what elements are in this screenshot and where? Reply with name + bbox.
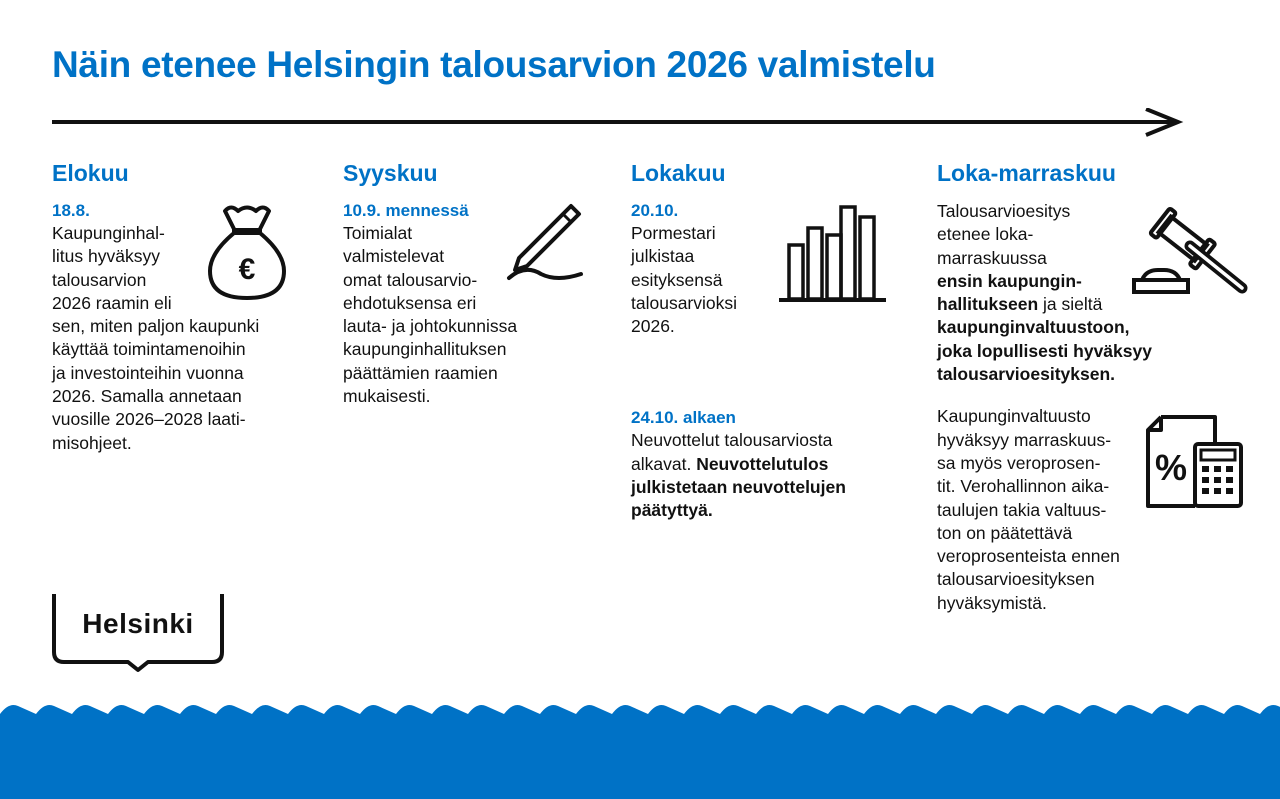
date-label: 10.9. mennessä: [343, 201, 469, 220]
description: Kaupunginvaltuusto hyväksyy marraskuus- sa myös veroprosen- tit. Verohallinnon aika- taulujen takia valtuus- ton on päätettävä veroprosenteista ennen talousarvioesityksen hyväksymistä.: [937, 406, 1120, 613]
svg-text:%: %: [1154, 447, 1188, 488]
description: Neuvottelut talousarviosta alkavat. Neuvottelutulos julkistetaan neuvottelujen päätyttyä.: [631, 430, 846, 521]
month-heading: Syyskuu: [343, 160, 438, 186]
logo-text: Helsinki: [82, 608, 194, 639]
date-label: 24.10. alkaen: [631, 408, 736, 428]
timeline-arrow: [52, 108, 1184, 138]
pen-signature-icon: [505, 200, 585, 282]
wave-footer: [0, 700, 1280, 799]
description: Toimialat valmistelevat omat talousarvio- ehdotuksensa eri lauta- ja johtokunnissa kaupunginhallituksen päättämien raamien mukaisesti.: [343, 223, 518, 407]
tax-document-calculator-icon: [1145, 414, 1245, 510]
column-syyskuu: [343, 158, 593, 408]
date-label: 20.10.: [631, 201, 679, 220]
month-heading: Lokakuu: [631, 160, 726, 186]
month-heading: Loka-marraskuu: [937, 160, 1116, 186]
gavel-icon: [1130, 200, 1252, 300]
description: Pormestari julkistaa esityksensä talousarvioksi 2026.: [631, 223, 738, 337]
page-title: Näin etenee Helsingin talousarvion 2026 valmistelu: [52, 44, 936, 85]
description: Talousarvioesitys etenee loka- marraskuussa ensin kaupungin- hallitukseen ja sieltä kaupunginvaltuustoon, joka lopullisesti hyväksyy talousarvioesityksen.: [937, 201, 1152, 385]
bar-chart-icon: [778, 203, 888, 303]
svg-text:€: €: [238, 253, 256, 286]
month-heading: Elokuu: [52, 160, 129, 186]
date-label: 18.8.: [52, 201, 90, 220]
description: Kaupunginhal- litus hyväksyy talousarvion 2026 raamin eli sen, miten paljon kaupunki käyttää toimintamenoihin ja investointeihin vuonna 2026. Samalla annetaan vuosille 2026–2028 laati- misohjeet.: [52, 223, 260, 453]
money-bag-euro-icon: [207, 203, 287, 301]
